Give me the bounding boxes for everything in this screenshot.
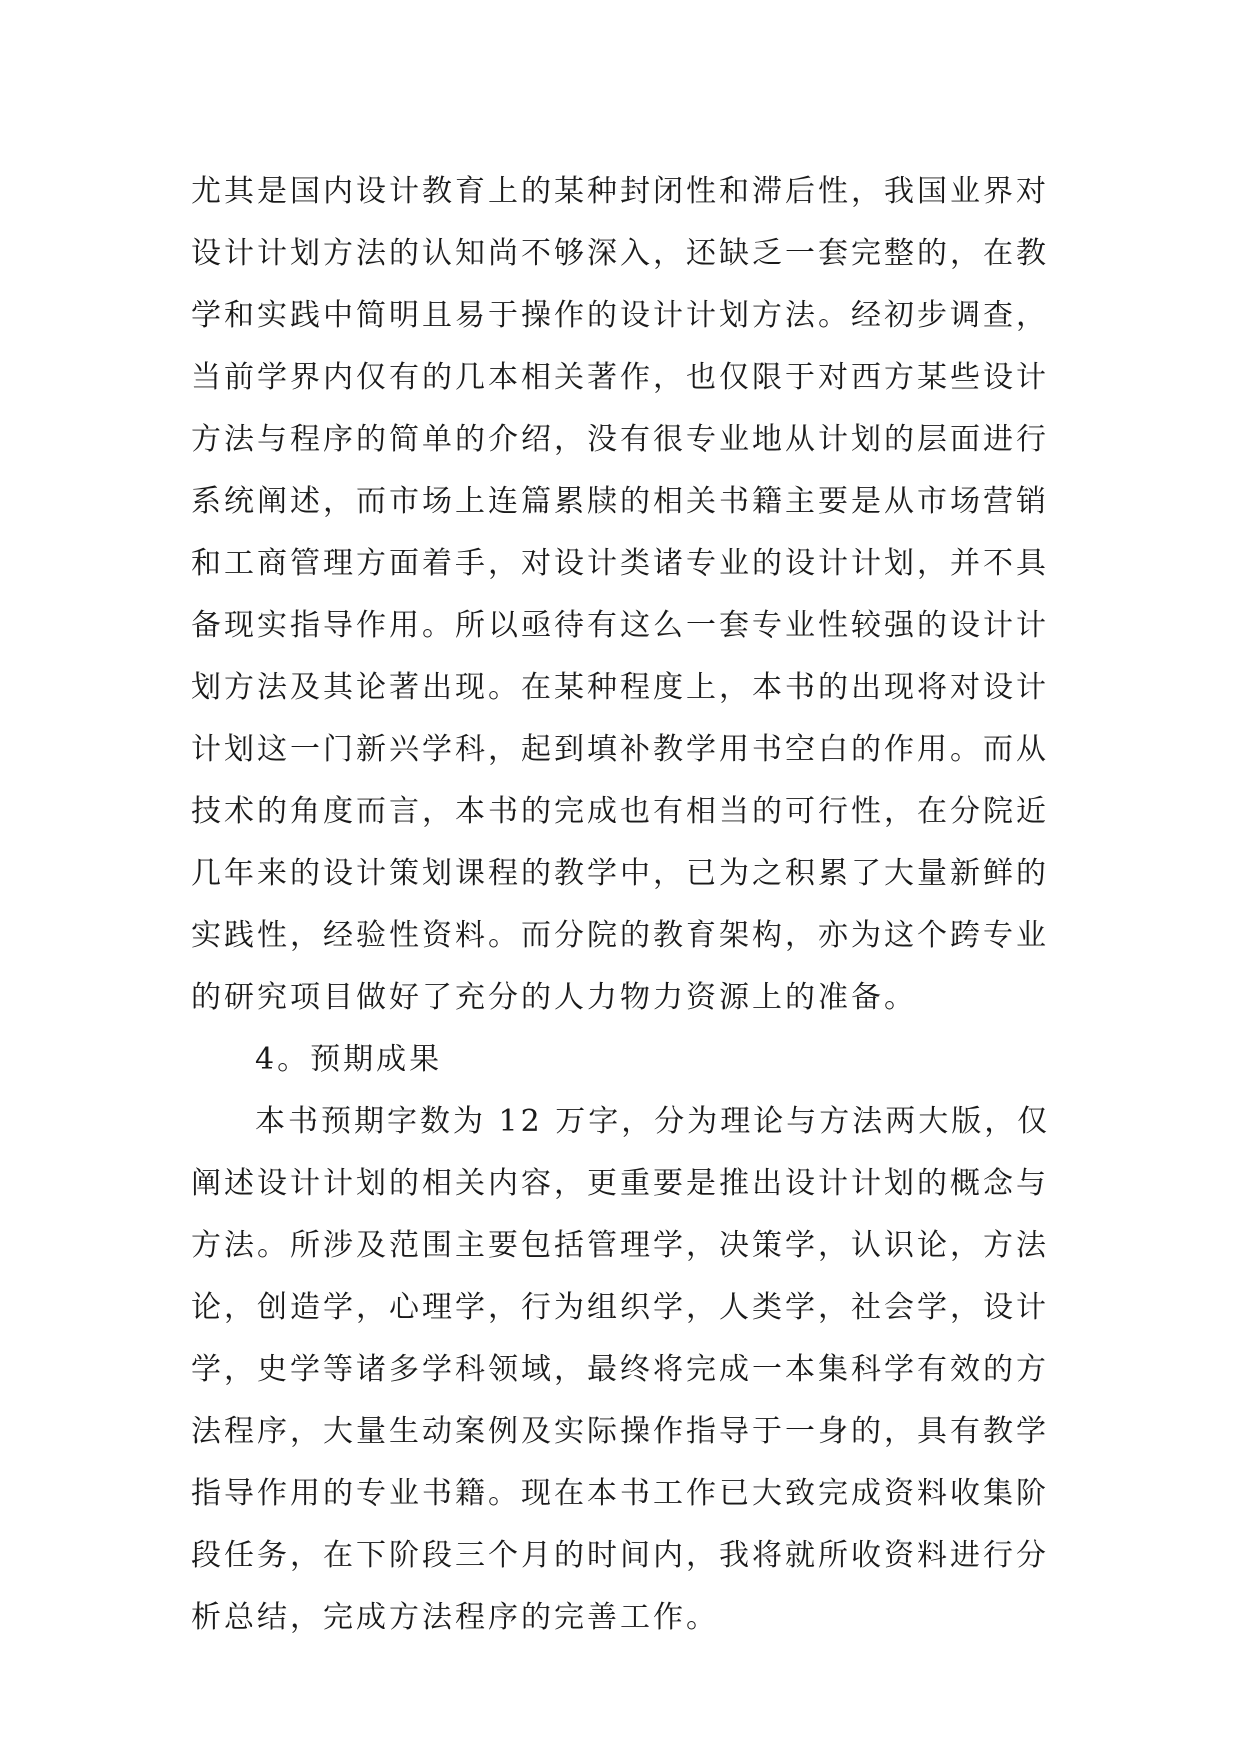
text-line: 划方法及其论著出现。在某种程度上，本书的出现将对设计 xyxy=(191,670,1049,705)
text-line: 备现实指导作用。所以亟待有这么一套专业性较强的设计计 xyxy=(191,608,1049,643)
text-line: 学和实践中简明且易于操作的设计计划方法。经初步调查， xyxy=(191,298,1049,333)
section-heading: 4。预期成果 xyxy=(255,1042,443,1077)
text-line: 当前学界内仅有的几本相关著作，也仅限于对西方某些设计 xyxy=(191,360,1049,395)
body-text xyxy=(191,161,1071,1649)
text-line: 实践性，经验性资料。而分院的教育架构，亦为这个跨专业 xyxy=(191,918,1049,953)
text-line: 几年来的设计策划课程的教学中，已为之积累了大量新鲜的 xyxy=(191,856,1049,891)
text-line: 法程序，大量生动案例及实际操作指导于一身的，具有教学 xyxy=(191,1414,1049,1449)
text-line: 段任务，在下阶段三个月的时间内，我将就所收资料进行分 xyxy=(191,1538,1049,1573)
text-line: 尤其是国内设计教育上的某种封闭性和滞后性，我国业界对 xyxy=(191,174,1049,209)
text-line: 技术的角度而言，本书的完成也有相当的可行性，在分院近 xyxy=(191,794,1049,829)
text-line: 设计计划方法的认知尚不够深入，还缺乏一套完整的，在教 xyxy=(191,236,1049,271)
text-line: 方法。所涉及范围主要包括管理学，决策学，认识论，方法 xyxy=(191,1228,1049,1263)
text-line: 计划这一门新兴学科，起到填补教学用书空白的作用。而从 xyxy=(191,732,1049,767)
text-line: 的研究项目做好了充分的人力物力资源上的准备。 xyxy=(191,980,917,1015)
text-line: 论，创造学，心理学，行为组织学，人类学，社会学，设计 xyxy=(191,1290,1049,1325)
text-line: 阐述设计计划的相关内容，更重要是推出设计计划的概念与 xyxy=(191,1166,1049,1201)
text-line: 本书预期字数为 12 万字，分为理论与方法两大版，仅 xyxy=(255,1104,1051,1139)
text-line: 学，史学等诸多学科领域，最终将完成一本集科学有效的方 xyxy=(191,1352,1049,1387)
text-line: 和工商管理方面着手，对设计类诸专业的设计计划，并不具 xyxy=(191,546,1049,581)
text-line: 方法与程序的简单的介绍，没有很专业地从计划的层面进行 xyxy=(191,422,1049,457)
text-line: 指导作用的专业书籍。现在本书工作已大致完成资料收集阶 xyxy=(191,1476,1049,1511)
text-line: 析总结，完成方法程序的完善工作。 xyxy=(191,1600,719,1635)
text-line: 系统阐述，而市场上连篇累牍的相关书籍主要是从市场营销 xyxy=(191,484,1049,519)
